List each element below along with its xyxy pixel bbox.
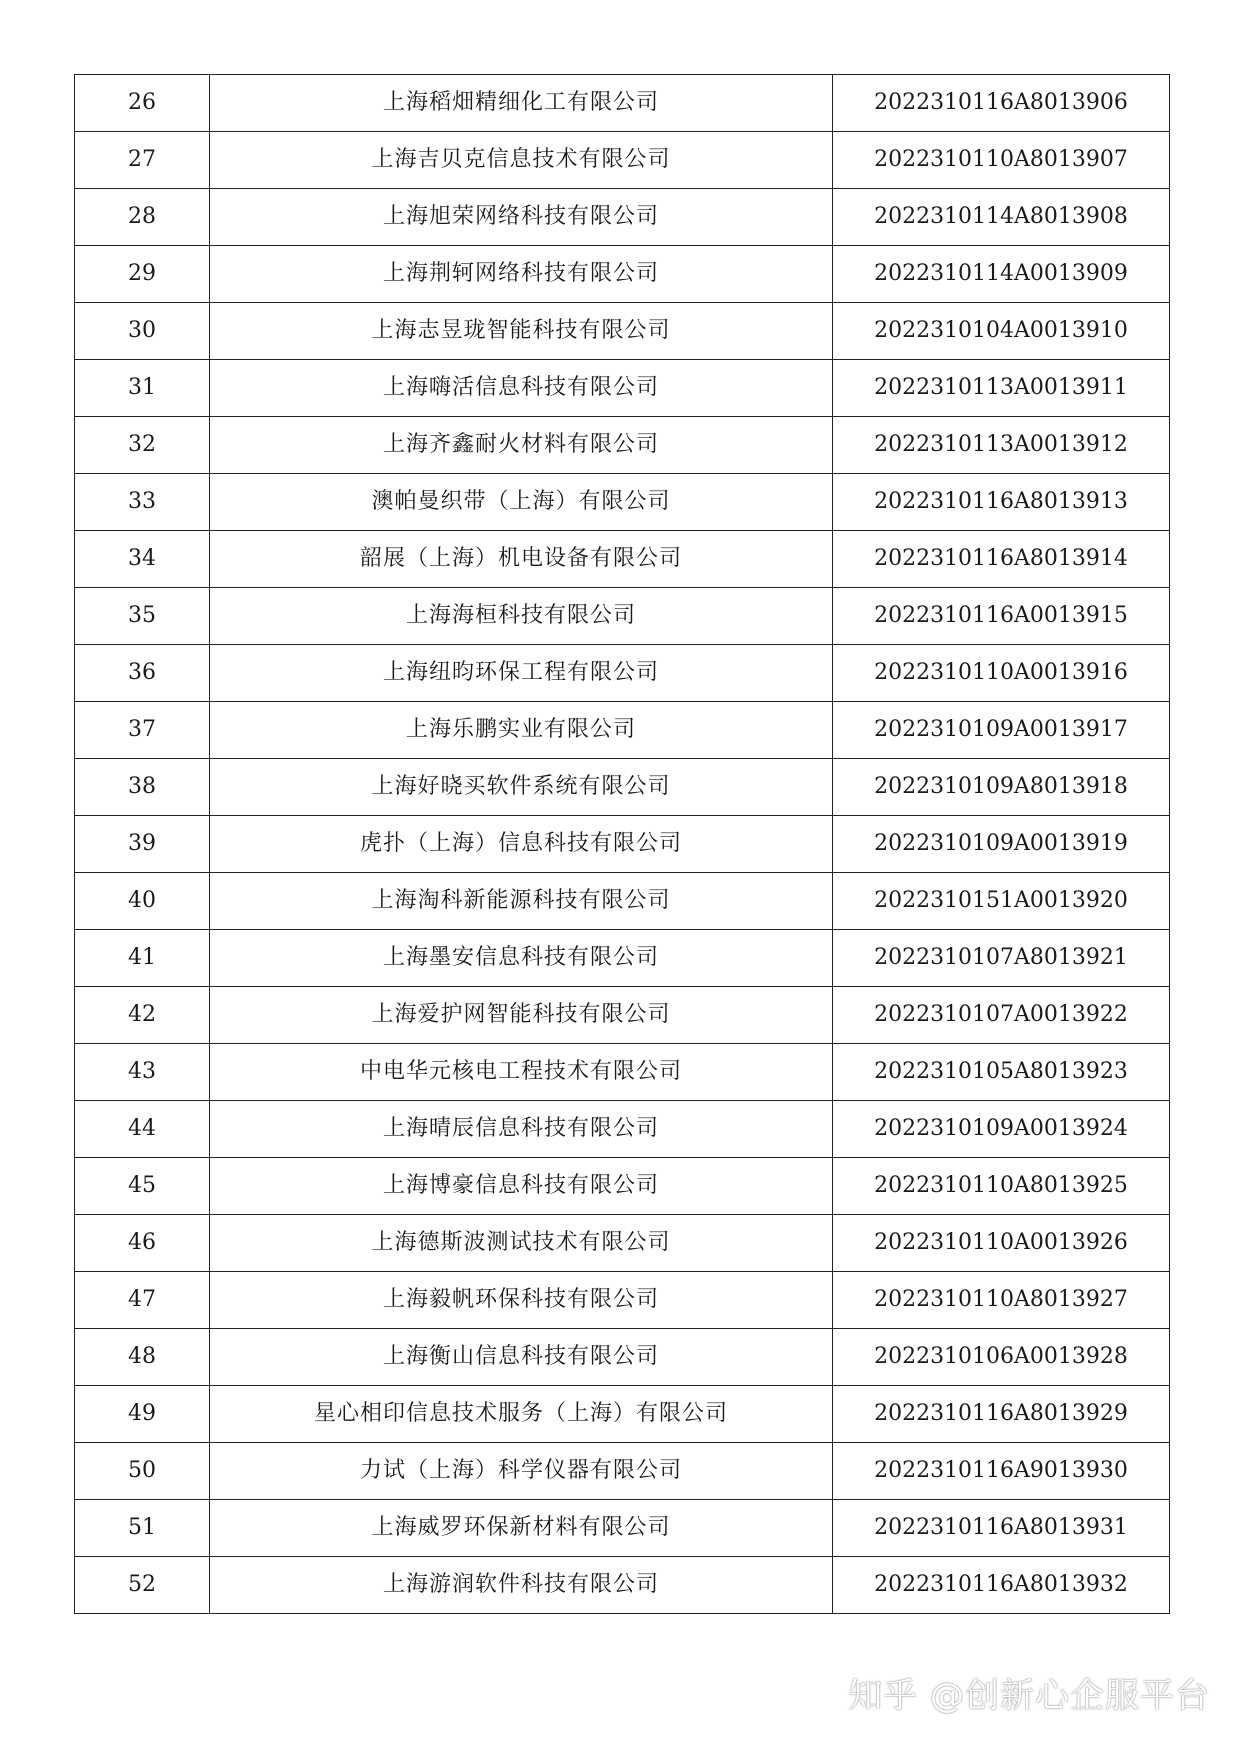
registration-code-cell: 2022310151A0013920 — [833, 873, 1170, 930]
registration-code-cell: 2022310116A8013913 — [833, 474, 1170, 531]
registration-code-cell: 2022310109A0013919 — [833, 816, 1170, 873]
table-row — [75, 1386, 1170, 1443]
company-name-cell: 上海齐鑫耐火材料有限公司 — [210, 417, 833, 474]
row-number-cell: 46 — [75, 1215, 210, 1272]
registration-code-cell: 2022310107A0013922 — [833, 987, 1170, 1044]
table-row — [75, 246, 1170, 303]
row-number-cell: 32 — [75, 417, 210, 474]
registration-code-cell: 2022310114A8013908 — [833, 189, 1170, 246]
table-row — [75, 1158, 1170, 1215]
company-name-cell: 上海海桓科技有限公司 — [210, 588, 833, 645]
registration-code-cell: 2022310110A8013927 — [833, 1272, 1170, 1329]
company-name-cell: 上海威罗环保新材料有限公司 — [210, 1500, 833, 1557]
company-name-cell: 上海好晓买软件系统有限公司 — [210, 759, 833, 816]
registration-code-cell: 2022310116A0013915 — [833, 588, 1170, 645]
table-row — [75, 759, 1170, 816]
company-name-cell: 上海德斯波测试技术有限公司 — [210, 1215, 833, 1272]
row-number-cell: 36 — [75, 645, 210, 702]
row-number-cell: 33 — [75, 474, 210, 531]
table-row — [75, 1215, 1170, 1272]
row-number-cell: 40 — [75, 873, 210, 930]
registration-code-cell: 2022310109A8013918 — [833, 759, 1170, 816]
company-name-cell: 上海墨安信息科技有限公司 — [210, 930, 833, 987]
row-number-cell: 28 — [75, 189, 210, 246]
table-row — [75, 873, 1170, 930]
company-name-cell: 上海毅帆环保科技有限公司 — [210, 1272, 833, 1329]
row-number-cell: 27 — [75, 132, 210, 189]
table-row — [75, 588, 1170, 645]
company-name-cell: 上海晴辰信息科技有限公司 — [210, 1101, 833, 1158]
company-name-cell: 星心相印信息技术服务（上海）有限公司 — [210, 1386, 833, 1443]
table-row — [75, 1557, 1170, 1614]
registration-code-cell: 2022310110A0013916 — [833, 645, 1170, 702]
row-number-cell: 29 — [75, 246, 210, 303]
table-row — [75, 417, 1170, 474]
table-row — [75, 816, 1170, 873]
row-number-cell: 49 — [75, 1386, 210, 1443]
table-row — [75, 360, 1170, 417]
row-number-cell: 43 — [75, 1044, 210, 1101]
company-name-cell: 上海吉贝克信息技术有限公司 — [210, 132, 833, 189]
company-name-cell: 上海游润软件科技有限公司 — [210, 1557, 833, 1614]
row-number-cell: 48 — [75, 1329, 210, 1386]
table-row — [75, 132, 1170, 189]
registration-code-cell: 2022310113A0013912 — [833, 417, 1170, 474]
registration-code-cell: 2022310106A0013928 — [833, 1329, 1170, 1386]
table-row — [75, 1044, 1170, 1101]
registration-code-cell: 2022310116A8013932 — [833, 1557, 1170, 1614]
row-number-cell: 34 — [75, 531, 210, 588]
registration-code-cell: 2022310116A8013931 — [833, 1500, 1170, 1557]
company-name-cell: 上海淘科新能源科技有限公司 — [210, 873, 833, 930]
row-number-cell: 42 — [75, 987, 210, 1044]
row-number-cell: 41 — [75, 930, 210, 987]
row-number-cell: 35 — [75, 588, 210, 645]
registration-code-cell: 2022310116A8013906 — [833, 75, 1170, 132]
zhihu-watermark: 知乎 @创新心企服平台 — [848, 1676, 1210, 1716]
table-row — [75, 1443, 1170, 1500]
row-number-cell: 47 — [75, 1272, 210, 1329]
company-name-cell: 上海衡山信息科技有限公司 — [210, 1329, 833, 1386]
table-row — [75, 645, 1170, 702]
company-name-cell: 上海旭荣网络科技有限公司 — [210, 189, 833, 246]
table-row — [75, 474, 1170, 531]
company-name-cell: 上海嗨活信息科技有限公司 — [210, 360, 833, 417]
company-name-cell: 力试（上海）科学仪器有限公司 — [210, 1443, 833, 1500]
table-row — [75, 930, 1170, 987]
company-name-cell: 中电华元核电工程技术有限公司 — [210, 1044, 833, 1101]
company-register-table — [74, 74, 1170, 1614]
registration-code-cell: 2022310116A9013930 — [833, 1443, 1170, 1500]
registration-code-cell: 2022310107A8013921 — [833, 930, 1170, 987]
table-row — [75, 1272, 1170, 1329]
row-number-cell: 44 — [75, 1101, 210, 1158]
row-number-cell: 50 — [75, 1443, 210, 1500]
company-name-cell: 澳帕曼织带（上海）有限公司 — [210, 474, 833, 531]
row-number-cell: 52 — [75, 1557, 210, 1614]
registration-code-cell: 2022310109A0013917 — [833, 702, 1170, 759]
company-name-cell: 上海博豪信息科技有限公司 — [210, 1158, 833, 1215]
table-row — [75, 987, 1170, 1044]
company-name-cell: 上海乐鹏实业有限公司 — [210, 702, 833, 759]
registration-code-cell: 2022310110A8013925 — [833, 1158, 1170, 1215]
table-row — [75, 303, 1170, 360]
registration-code-cell: 2022310105A8013923 — [833, 1044, 1170, 1101]
table-row — [75, 189, 1170, 246]
table-row — [75, 531, 1170, 588]
table-row — [75, 1101, 1170, 1158]
company-name-cell: 上海纽昀环保工程有限公司 — [210, 645, 833, 702]
row-number-cell: 39 — [75, 816, 210, 873]
table-body — [75, 75, 1170, 1614]
registration-code-cell: 2022310116A8013929 — [833, 1386, 1170, 1443]
table-row — [75, 1500, 1170, 1557]
table-row — [75, 702, 1170, 759]
registration-code-cell: 2022310104A0013910 — [833, 303, 1170, 360]
row-number-cell: 26 — [75, 75, 210, 132]
registration-code-cell: 2022310109A0013924 — [833, 1101, 1170, 1158]
table-row — [75, 75, 1170, 132]
row-number-cell: 30 — [75, 303, 210, 360]
registration-code-cell: 2022310116A8013914 — [833, 531, 1170, 588]
table-row — [75, 1329, 1170, 1386]
registration-code-cell: 2022310110A8013907 — [833, 132, 1170, 189]
row-number-cell: 37 — [75, 702, 210, 759]
registration-code-cell: 2022310110A0013926 — [833, 1215, 1170, 1272]
row-number-cell: 31 — [75, 360, 210, 417]
company-name-cell: 上海荆轲网络科技有限公司 — [210, 246, 833, 303]
registration-code-cell: 2022310113A0013911 — [833, 360, 1170, 417]
row-number-cell: 38 — [75, 759, 210, 816]
registration-code-cell: 2022310114A0013909 — [833, 246, 1170, 303]
row-number-cell: 51 — [75, 1500, 210, 1557]
company-name-cell: 上海稻畑精细化工有限公司 — [210, 75, 833, 132]
company-name-cell: 上海爱护网智能科技有限公司 — [210, 987, 833, 1044]
company-name-cell: 上海志昱珑智能科技有限公司 — [210, 303, 833, 360]
company-name-cell: 虎扑（上海）信息科技有限公司 — [210, 816, 833, 873]
row-number-cell: 45 — [75, 1158, 210, 1215]
company-name-cell: 韶展（上海）机电设备有限公司 — [210, 531, 833, 588]
